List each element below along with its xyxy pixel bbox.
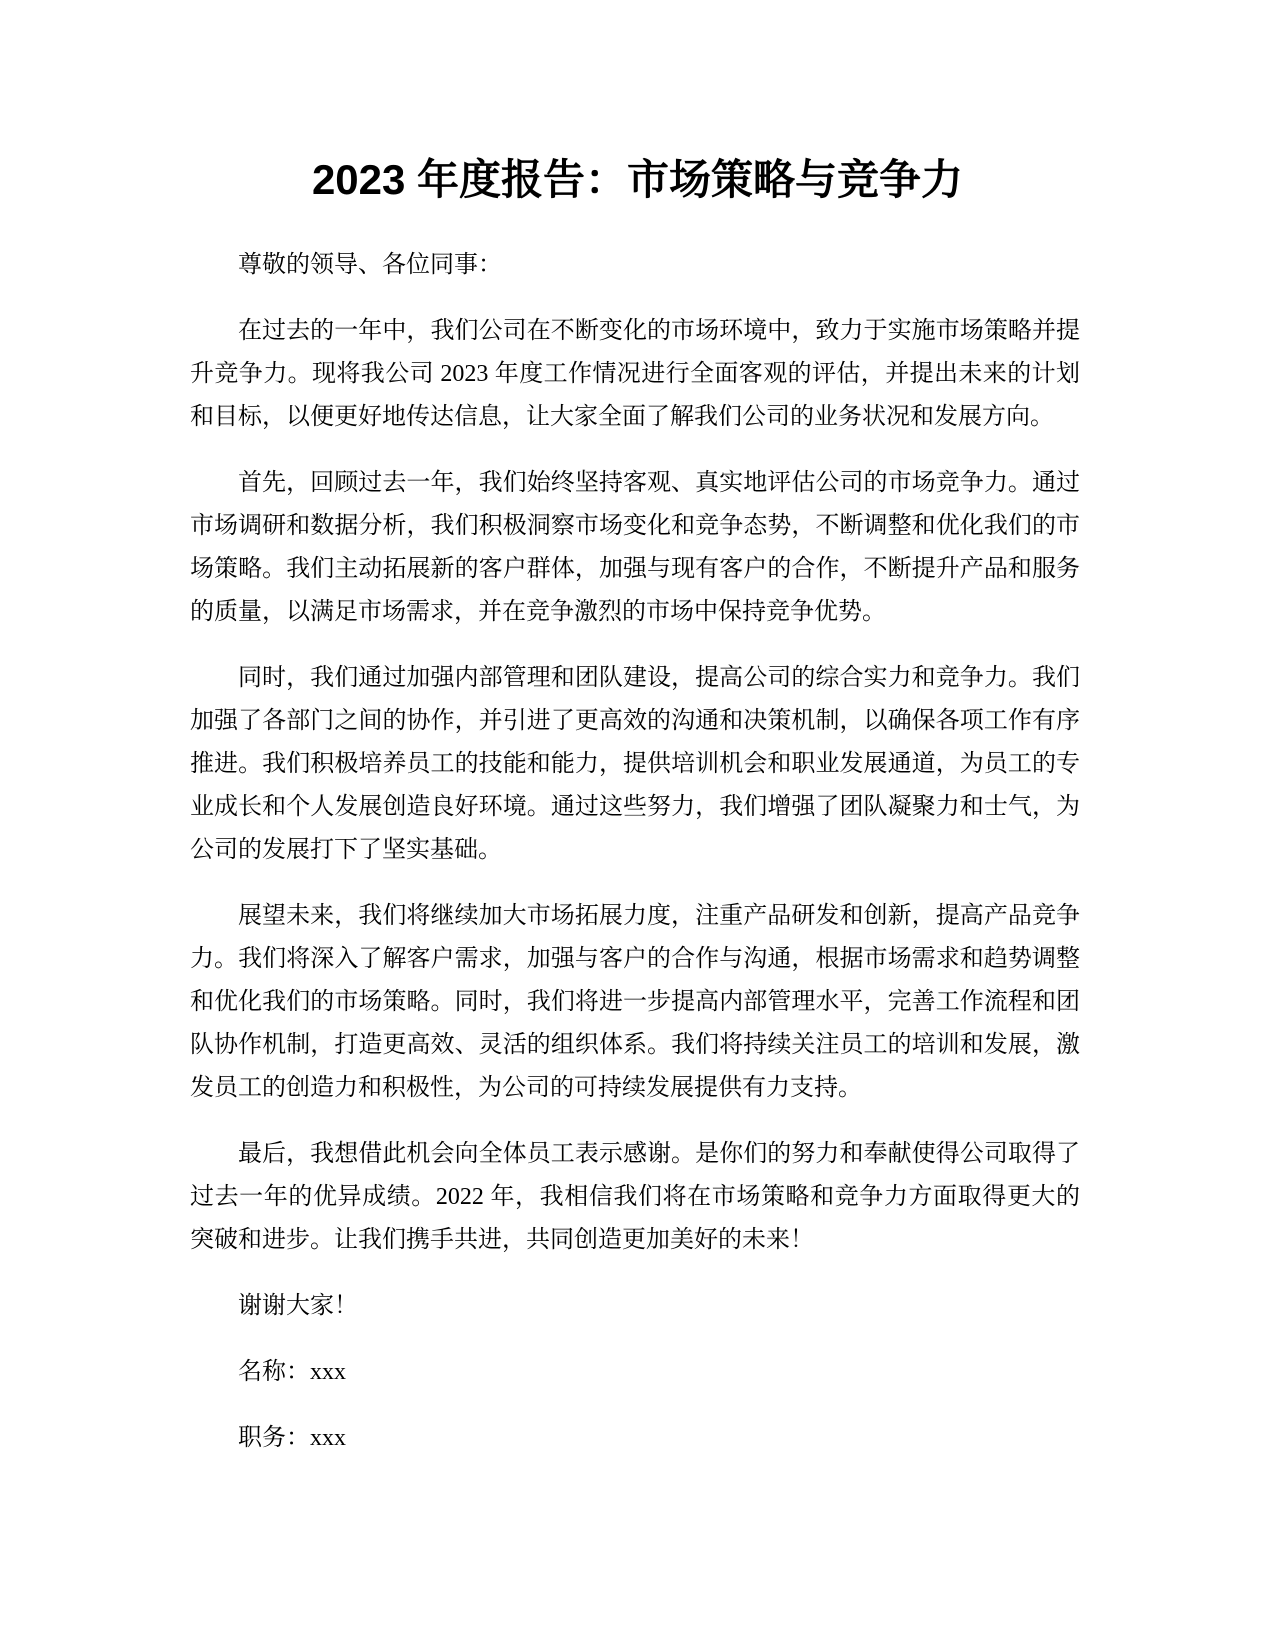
document-body	[190, 244, 1080, 1483]
paragraph-internal: 同时，我们通过加强内部管理和团队建设，提高公司的综合实力和竞争力。我们加强了各部门之间的协作，并引进了更高效的沟通和决策机制，以确保各项工作有序推进。我们积极培养员工的技能和能力，提供培训机会和职业发展通道，为员工的专业成长和个人发展创造良好环境。通过这些努力，我们增强了团队凝聚力和士气，为公司的发展打下了坚实基础。	[190, 665, 1080, 863]
document-title: 2023 年度报告：市场策略与竞争力	[311, 156, 964, 203]
greeting: 尊敬的领导、各位同事：	[238, 252, 502, 278]
paragraph-review: 首先，回顾过去一年，我们始终坚持客观、真实地评估公司的市场竞争力。通过市场调研和数据分析，我们积极洞察市场变化和竞争态势，不断调整和优化我们的市场策略。我们主动拓展新的客户群体，加强与现有客户的合作，不断提升产品和服务的质量，以满足市场需求，并在竞争激烈的市场中保持竞争优势。	[190, 470, 1080, 625]
paragraph-outlook: 展望未来，我们将继续加大市场拓展力度，注重产品研发和创新，提高产品竞争力。我们将深入了解客户需求，加强与客户的合作与沟通，根据市场需求和趋势调整和优化我们的市场策略。同时，我们将进一步提高内部管理水平，完善工作流程和团队协作机制，打造更高效、灵活的组织体系。我们将持续关注员工的培训和发展，激发员工的创造力和积极性，为公司的可持续发展提供有力支持。	[190, 903, 1080, 1101]
signature-name: 名称：xxx	[238, 1359, 346, 1385]
paragraph-thanks: 最后，我想借此机会向全体员工表示感谢。是你们的努力和奉献使得公司取得了过去一年的优异成绩。2022 年，我相信我们将在市场策略和竞争力方面取得更大的突破和进步。让我们携手共进，共同创造更加美好的未来！	[190, 1141, 1080, 1253]
paragraph-intro: 在过去的一年中，我们公司在不断变化的市场环境中，致力于实施市场策略并提升竞争力。现将我公司 2023 年度工作情况进行全面客观的评估，并提出未来的计划和目标，以便更好地传达信息，让大家全面了解我们公司的业务状况和发展方向。	[190, 318, 1080, 430]
closing-line: 谢谢大家！	[238, 1293, 358, 1319]
signature-position: 职务：xxx	[238, 1425, 346, 1451]
